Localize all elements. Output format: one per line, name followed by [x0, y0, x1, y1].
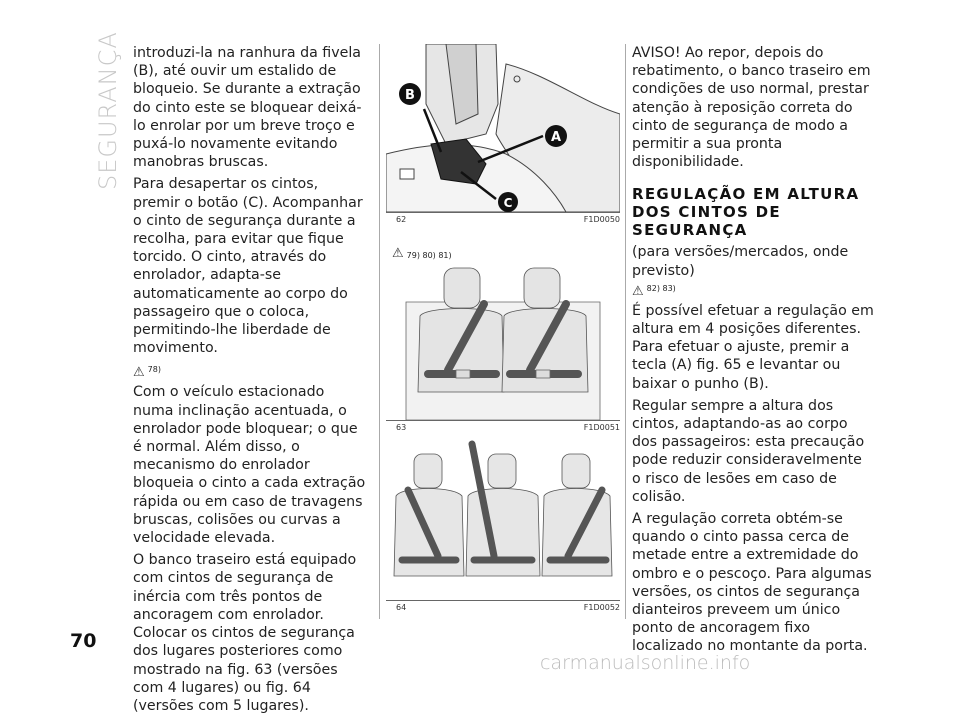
page-number: 70 — [70, 630, 97, 652]
warning-triangle-icon: ⚠ — [133, 365, 145, 381]
figure-62 — [386, 44, 620, 227]
figure-code: F1D0052 — [583, 603, 620, 612]
section-title-text: SEGURANÇA — [94, 31, 122, 190]
figure-number: 62 — [396, 215, 407, 224]
paragraph: Regular sempre a altura dos cintos, adaptando-as ao corpo dos passageiros: esta precaução pode reduzir consideravelmente o risco de lesões em caso de colisão. — [632, 397, 865, 505]
figure-64 — [386, 438, 620, 615]
section-title — [84, 31, 124, 200]
text-column-right — [632, 44, 874, 660]
paragraph: AVISO! Ao repor, depois do rebatimento, o banco traseiro em condições de uso normal, prestar atenção à reposição correta do cinto de segurança de modo a permitir a sua pronta disponibilidade. — [632, 45, 871, 171]
warning-triangle-icon: ⚠ — [392, 246, 404, 261]
figure-caption — [386, 421, 620, 435]
figure-number: 63 — [396, 423, 407, 432]
figure-caption — [386, 213, 620, 227]
figure-number: 64 — [396, 603, 407, 612]
footer-watermark: carmanualsonline.info — [540, 652, 751, 674]
column-divider — [379, 44, 380, 619]
label-c: C — [503, 196, 513, 210]
warning-ref-text: 82) 83) — [646, 283, 676, 293]
rear-seats-4-places-illustration — [386, 262, 620, 420]
paragraph: É possível efetuar a regulação em altura em 4 posições diferentes. Para efetuar o ajuste, premir a tecla (A) fig. 65 e levantar ou baixar o punho (B). — [632, 302, 874, 392]
label-b: B — [405, 88, 415, 103]
figure-caption — [386, 601, 620, 615]
rear-seats-5-places-illustration — [386, 438, 620, 600]
text-column-left — [133, 44, 369, 719]
paragraph: Com o veículo estacionado numa inclinação acentuada, o enrolador pode bloquear; o que é normal. Além disso, o mecanismo do enrolador bloqueia o cinto a cada extração rápida ou em caso de travagens bruscas, colisões ou curvas a velocidade elevada. — [133, 384, 366, 547]
column-divider — [625, 44, 626, 619]
paragraph: introduzi-la na ranhura da fivela (B), até ouvir um estalido de bloqueio. Se durante a extração do cinto este se bloquear deixá-lo enrolar por um breve troço e puxá-lo novamente evitando manobras bruscas. — [133, 45, 362, 171]
warning-triangle-icon: ⚠ — [632, 283, 644, 299]
figure-code: F1D0051 — [583, 423, 620, 432]
warning-ref-text: 78) — [147, 365, 161, 375]
section-heading: REGULAÇÃO EM ALTURA DOS CINTOS DE SEGURANÇA — [632, 185, 860, 240]
warning-ref-text: 79) 80) 81) — [406, 251, 452, 260]
subheading: (para versões/mercados, onde previsto) — [632, 244, 849, 279]
figure-code: F1D0050 — [583, 215, 620, 224]
paragraph: Para desapertar os cintos, premir o botão (C). Acompanhar o cinto de segurança durante a recolha, para evitar que fique torcido. O cinto, através do enrolador, adapta-se automaticamente ao corpo do passageiro que o coloca, permitindo-lhe liberdade de movimento. — [133, 176, 363, 357]
paragraph: A regulação correta obtém-se quando o cinto passa cerca de metade entre a extremidade do ombro e o pescoço. Para algumas versões, os cintos de segurança dianteiros preveem um único ponto de ancoragem fixo localizado no montante da porta. — [632, 511, 872, 655]
warning-reference — [133, 361, 369, 379]
label-a: A — [550, 130, 562, 145]
warning-reference — [392, 242, 452, 260]
warning-reference — [632, 280, 874, 298]
seatbelt-buckle-illustration — [386, 44, 620, 212]
figure-63 — [386, 262, 620, 435]
paragraph: O banco traseiro está equipado com cintos de segurança de inércia com três pontos de ancoragem com enrolador. Colocar os cintos de segurança dos lugares posteriores como mostrado na fig. 63 (versões com 4 lugares) ou fig. 64 (versões com 5 lugares). — [133, 552, 357, 714]
